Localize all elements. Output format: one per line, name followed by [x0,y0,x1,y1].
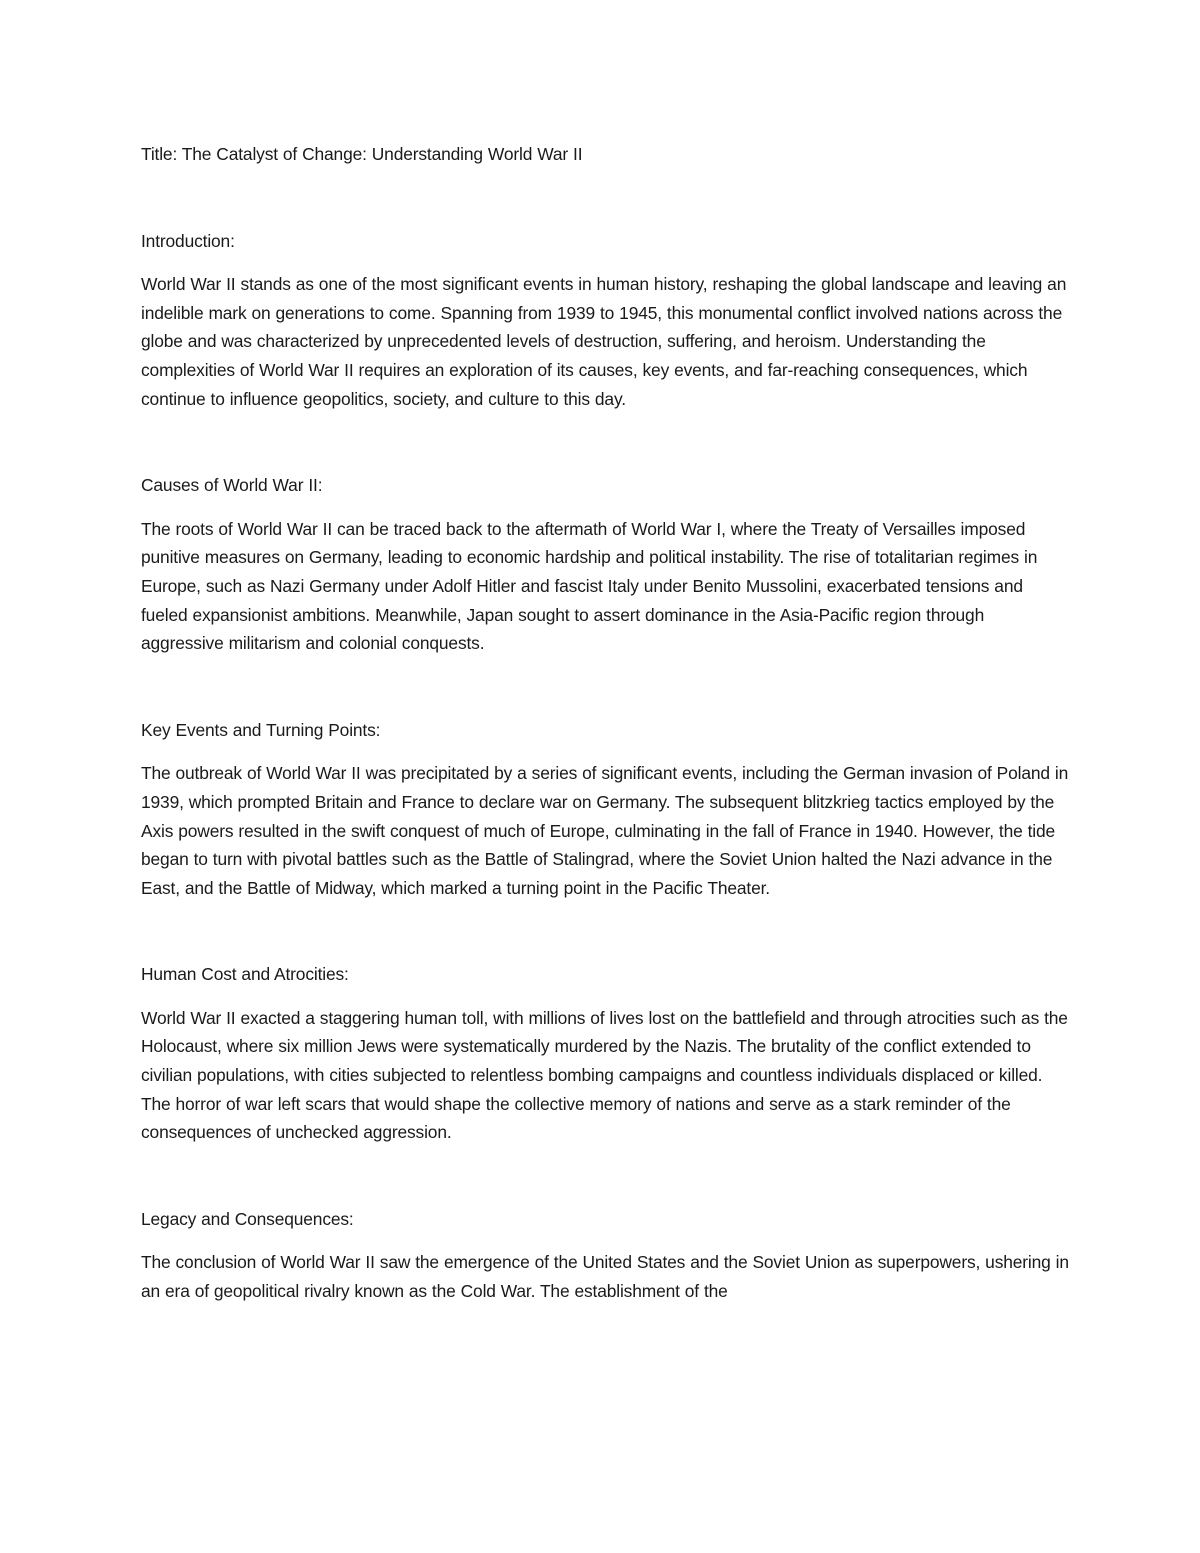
section-body-introduction: World War II stands as one of the most significant events in human history, reshaping the global landscape and leaving an indelible mark on generations to come. Spanning from 1939 to 1945, this monumental conflict involved nations across the globe and was characterized by unprecedented levels of destruction, suffering, and heroism. Understanding the complexities of World War II requires an exploration of its causes, key events, and far-reaching consequences, which continue to influence geopolitics, society, and culture to this day. [141,274,1067,409]
section-body-causes: The roots of World War II can be traced back to the aftermath of World War I, where the Treaty of Versailles imposed punitive measures on Germany, leading to economic hardship and political instability. The rise of totalitarian regimes in Europe, such as Nazi Germany under Adolf Hitler and fascist Italy under Benito Mussolini, exacerbated tensions and fueled expansionist ambitions. Meanwhile, Japan sought to assert dominance in the Asia-Pacific region through aggressive militarism and colonial conquests. [141,518,1038,654]
section-heading-human-cost: Human Cost and Atrocities: [141,964,349,985]
section-heading-legacy: Legacy and Consequences: [141,1208,354,1229]
section-body-key-events: The outbreak of World War II was precipitated by a series of significant events, including the German invasion of Poland in 1939, which prompted Britain and France to declare war on Germany. The subsequent blitzkrieg tactics employed by the Axis powers resulted in the swift conquest of much of Europe, culminating in the fall of France in 1940. However, the tide began to turn with pivotal battles such as the Battle of Stalingrad, where the Soviet Union halted the Nazi advance in the East, and the Battle of Midway, which marked a turning point in the Pacific Theater. [141,763,1069,898]
document-body [141,140,1071,1306]
section-body-human-cost: World War II exacted a staggering human toll, with millions of lives lost on the battlefield and through atrocities such as the Holocaust, where six million Jews were systematically murdered by the Nazis. The brutality of the conflict extended to civilian populations, with cities subjected to relentless bombing campaigns and countless individuals displaced or killed. The horror of war left scars that would shape the collective memory of nations and serve as a stark reminder of the consequences of unchecked aggression. [141,1007,1068,1143]
section-heading-key-events: Key Events and Turning Points: [141,719,381,740]
document-title: Title: The Catalyst of Change: Understanding World War II [141,144,583,164]
section-heading-causes: Causes of World War II: [141,475,323,496]
section-body-legacy: The conclusion of World War II saw the emergence of the United States and the Soviet Union as superpowers, ushering in an era of geopolitical rivalry known as the Cold War. The establishment of the [141,1252,1069,1302]
section-heading-introduction: Introduction: [141,230,235,251]
